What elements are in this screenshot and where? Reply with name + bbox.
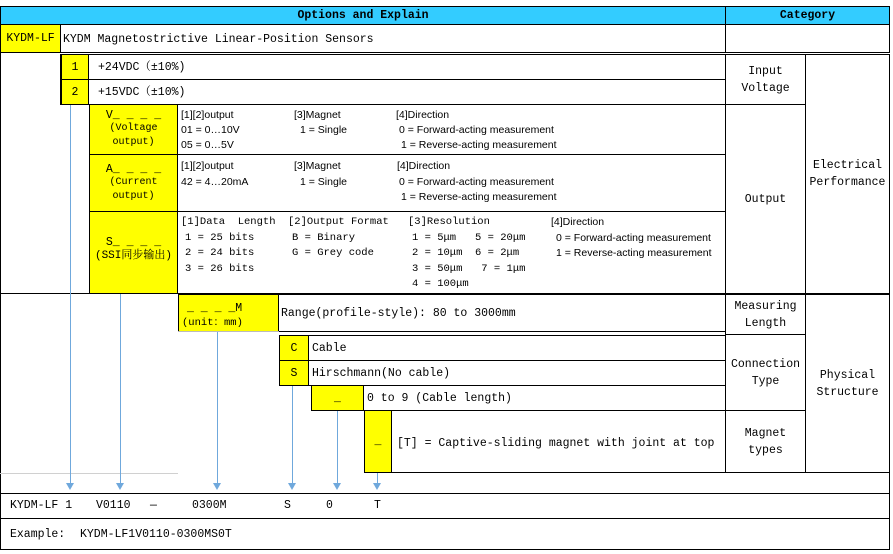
model-code <box>0 24 61 53</box>
arrow-cable-length-head <box>333 483 341 490</box>
output-voltage-code <box>89 104 178 155</box>
magnet-code <box>364 410 392 473</box>
current-col1-line1: 42 = 4…20mA <box>181 176 249 188</box>
ssi-resolution-line4: 4 = 100μm <box>412 278 469 290</box>
output-voltage-code-label: V_ _ _ _ <box>105 109 162 122</box>
voltage-option-2-label: +15VDC（±10%) <box>98 86 186 99</box>
category-header <box>725 6 890 25</box>
current-col2-line1: 1 = Single <box>300 176 347 188</box>
example-part-output: V0110 <box>96 499 131 512</box>
example-label: Example: <box>10 528 66 541</box>
physical-structure-label: Physical Structure <box>816 368 879 399</box>
voltage-col3-line1: 0 = Forward-acting measurement <box>399 124 554 136</box>
model-category <box>725 24 890 53</box>
voltage-option-2 <box>88 79 726 105</box>
model-description-label: KYDM Magnetostrictive Linear-Position Sensors <box>63 33 374 46</box>
arrow-magnet-line <box>377 473 378 483</box>
ssi-data-length-heading: [1]Data Length <box>181 216 276 228</box>
output-ssi-code-label: S_ _ _ _ <box>105 236 162 249</box>
example-part-magnet: T <box>374 499 381 512</box>
voltage-option-1-code-label: 1 <box>71 60 79 74</box>
connection-hirschmann <box>308 360 726 386</box>
options-header-label: Options and Explain <box>297 9 429 22</box>
connection-cable <box>308 335 726 361</box>
electrical-performance-category <box>805 54 890 294</box>
grid-line-2 <box>0 493 890 494</box>
arrow-length-head <box>213 483 221 490</box>
connection-cable-label: Cable <box>312 342 347 355</box>
output-current-code <box>89 154 178 212</box>
ssi-resolution-line1: 1 = 5μm 5 = 20μm <box>412 232 526 244</box>
measuring-length-category-label: Measuring Length <box>734 299 797 330</box>
voltage-col3-line2: 1 = Reverse-acting measurement <box>401 139 557 151</box>
arrow-voltage-line <box>70 105 71 483</box>
connection-hirschmann-code <box>279 360 309 386</box>
connection-cable-code <box>279 335 309 361</box>
ssi-resolution-heading: [3]Resolution <box>408 216 490 228</box>
output-category <box>725 104 806 294</box>
example-part-model-input: KYDM-LF 1 <box>10 499 73 512</box>
current-col2-heading: [3]Magnet <box>294 160 341 172</box>
connection-cable-code-label: C <box>290 341 298 355</box>
category-header-label: Category <box>779 9 836 22</box>
cable-length-code-label: _ <box>334 391 341 405</box>
current-col1-heading: [1][2]output <box>181 160 234 172</box>
arrow-voltage-head <box>66 483 74 490</box>
arrow-output-line <box>120 294 121 483</box>
output-voltage-details <box>177 104 726 155</box>
length-bottom-line <box>178 331 279 332</box>
magnet-types-category-label: Magnet types <box>744 426 787 457</box>
grid-line-1 <box>0 473 178 474</box>
length-unit-label: (unit：mm) <box>182 317 243 329</box>
ssi-output-format-line2: G = Grey code <box>292 247 374 259</box>
length-description-label: Range(profile-style): 80 to 3000mm <box>281 307 516 320</box>
output-ssi-code <box>89 211 178 294</box>
cable-length-code <box>311 385 364 411</box>
output-category-label: Output <box>744 192 787 206</box>
input-voltage-category <box>725 54 806 105</box>
length-code-label: _ _ _ _M <box>187 302 243 315</box>
input-voltage-category-label: Input Voltage <box>741 64 790 95</box>
arrow-connection-head <box>288 483 296 490</box>
length-description <box>278 294 726 332</box>
voltage-col2-heading: [3]Magnet <box>294 109 341 121</box>
model-description <box>60 24 726 53</box>
ssi-data-length-line3: 3 = 26 bits <box>185 263 255 275</box>
bottom-border <box>0 549 890 550</box>
right-border-bottom <box>889 473 890 550</box>
output-bottom-line <box>0 293 178 294</box>
output-voltage-sub-label: (Voltage output) <box>109 123 158 148</box>
voltage-option-1-code <box>61 54 89 80</box>
example-part-dash: — <box>150 499 157 512</box>
connection-type-category-label: Connection Type <box>730 357 800 388</box>
voltage-option-2-code <box>61 79 89 105</box>
arrow-magnet-head <box>373 483 381 490</box>
arrow-output-head <box>116 483 124 490</box>
ssi-output-format-line1: B = Binary <box>292 232 356 244</box>
ssi-direction-line1: 0 = Forward-acting measurement <box>556 232 711 244</box>
connection-type-category <box>725 334 806 411</box>
arrow-length-line <box>217 332 218 483</box>
voltage-col3-heading: [4]Direction <box>396 109 450 121</box>
magnet-description-label: [T] = Captive-sliding magnet with joint at top <box>397 437 715 450</box>
ssi-direction-heading: [4]Direction <box>551 216 605 228</box>
example-part-length: 0300M <box>192 499 227 512</box>
magnet-description <box>391 410 726 473</box>
electrical-performance-label: Electrical Performance <box>809 159 886 189</box>
output-current-sub-label: (Current output) <box>109 177 158 202</box>
example-part-cable-length: 0 <box>326 499 333 512</box>
arrow-connection-line <box>292 386 293 483</box>
output-current-details <box>177 154 726 212</box>
options-header <box>0 6 726 25</box>
grid-line-3 <box>0 518 890 519</box>
ssi-resolution-line3: 3 = 50μm 7 = 1μm <box>412 263 526 275</box>
voltage-col1-line2: 05 = 0…5V <box>181 139 234 151</box>
magnet-types-category <box>725 410 806 473</box>
cable-length <box>363 385 726 411</box>
input-column-line <box>60 54 61 105</box>
voltage-col2-line1: 1 = Single <box>300 124 347 136</box>
current-col3-heading: [4]Direction <box>397 160 451 172</box>
magnet-code-label: _ <box>374 435 382 448</box>
example-value: KYDM-LF1V0110-0300MS0T <box>80 528 232 541</box>
arrow-cable-length-line <box>337 411 338 483</box>
ssi-resolution-line2: 2 = 10μm 6 = 2μm <box>412 247 520 259</box>
connection-hirschmann-label: Hirschmann(No cable) <box>312 367 451 380</box>
voltage-option-2-code-label: 2 <box>71 85 79 99</box>
ssi-direction-line2: 1 = Reverse-acting measurement <box>556 247 712 259</box>
model-code-label: KYDM-LF <box>6 32 55 45</box>
voltage-option-1 <box>88 54 726 80</box>
current-col3-line2: 1 = Reverse-acting measurement <box>401 191 557 203</box>
output-ssi-details <box>177 211 726 294</box>
current-col3-line1: 0 = Forward-acting measurement <box>399 176 554 188</box>
measuring-length-category <box>725 294 806 335</box>
output-current-code-label: A_ _ _ _ <box>105 163 162 176</box>
ssi-output-format-heading: [2]Output Format <box>288 216 389 228</box>
physical-structure-category <box>805 294 890 473</box>
voltage-option-1-label: +24VDC（±10%) <box>98 61 186 74</box>
voltage-col1-heading: [1][2]output <box>181 109 234 121</box>
output-ssi-sub-label: (SSI同步输出) <box>94 250 172 262</box>
example-part-connection: S <box>284 499 291 512</box>
connection-hirschmann-code-label: S <box>290 366 298 380</box>
voltage-col1-line1: 01 = 0…10V <box>181 124 240 136</box>
left-border <box>0 24 1 550</box>
ssi-data-length-line2: 2 = 24 bits <box>185 247 255 259</box>
cable-length-label: 0 to 9 (Cable length) <box>367 392 512 405</box>
ssi-data-length-line1: 1 = 25 bits <box>185 232 255 244</box>
length-code <box>178 294 279 332</box>
